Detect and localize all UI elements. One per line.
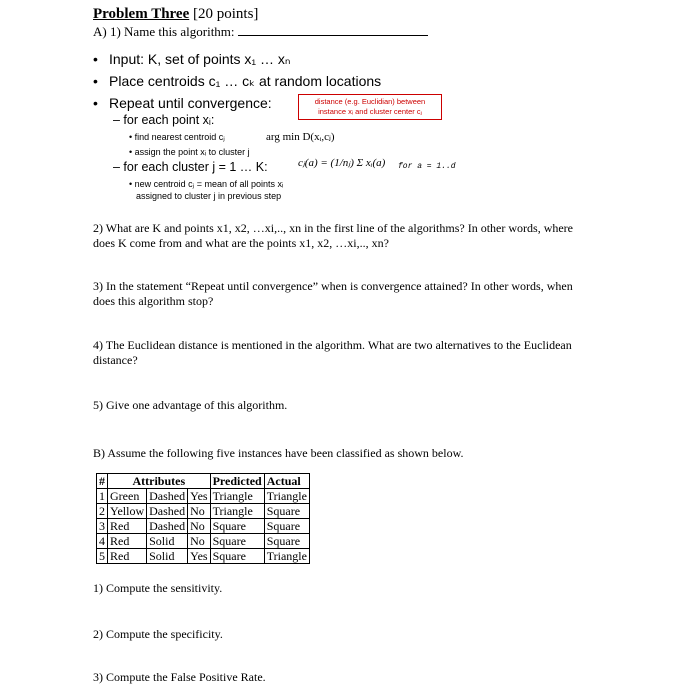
centroid-formula: cⱼ(a) = (1/nⱼ) Σ xᵢ(a) [298, 157, 386, 169]
distance-callout: distance (e.g. Euclidian) between instance xᵢ and cluster center cⱼ [298, 94, 442, 120]
assign-point: • assign the point xᵢ to cluster j [129, 147, 250, 157]
bullet-input-text: Input: K, set of points x₁ … xₙ [109, 51, 291, 67]
question-3: 3) In the statement “Repeat until convergence” when is convergence attained? In other words, when does this algorithm stop? [93, 279, 573, 308]
cell: 4 [97, 534, 108, 549]
bullet-place-text: Place centroids c₁ … cₖ at random locations [109, 73, 382, 89]
cell: Square [210, 534, 264, 549]
cell: No [188, 519, 210, 534]
header-actual: Actual [264, 474, 309, 489]
table-row [97, 489, 310, 504]
compute-specificity: 2) Compute the specificity. [93, 627, 223, 641]
cell: Triangle [264, 549, 309, 564]
argmin-formula: arg min D(xᵢ,cⱼ) [266, 131, 335, 143]
question-5: 5) Give one advantage of this algorithm. [93, 398, 288, 412]
new-centroid: • new centroid cⱼ = mean of all points xᵢ [129, 179, 284, 189]
cell: 1 [97, 489, 108, 504]
bullet-place: • Place centroids c₁ … cₖ at random locations [93, 73, 382, 89]
question-1-text: A) 1) Name this algorithm: [93, 24, 235, 39]
cell: Yes [188, 549, 210, 564]
cell: Dashed [147, 504, 188, 519]
cell: Red [108, 519, 147, 534]
assigned-cluster: assigned to cluster j in previous step [136, 191, 282, 201]
problem-heading: Problem Three [93, 6, 190, 22]
cell: Triangle [210, 504, 264, 519]
question-4: 4) The Euclidean distance is mentioned in the algorithm. What are two alternatives to the Euclidean distance? [93, 338, 572, 367]
bullet-repeat-text: Repeat until convergence: [109, 95, 272, 111]
table-row [97, 534, 310, 549]
cell: Square [210, 549, 264, 564]
compute-sensitivity: 1) Compute the sensitivity. [93, 581, 223, 595]
cell: 2 [97, 504, 108, 519]
cell: No [188, 534, 210, 549]
find-nearest: • find nearest centroid cⱼ [129, 132, 225, 142]
cell: Square [264, 519, 309, 534]
header-attributes: Attributes [108, 474, 211, 489]
cell: Solid [147, 549, 188, 564]
classification-table [96, 473, 310, 564]
cell: Yellow [108, 504, 147, 519]
cell: Solid [147, 534, 188, 549]
problem-title [93, 6, 258, 23]
cell: Yes [188, 489, 210, 504]
answer-line [238, 24, 428, 36]
cell: No [188, 504, 210, 519]
cell: Red [108, 534, 147, 549]
compute-fpr: 3) Compute the False Positive Rate. [93, 670, 266, 684]
cell: 3 [97, 519, 108, 534]
cell: Dashed [147, 519, 188, 534]
for-each-cluster: – for each cluster j = 1 … K: [113, 160, 268, 174]
cell: Square [264, 534, 309, 549]
bullet-input: • Input: K, set of points x₁ … xₙ [93, 51, 291, 67]
header-number: # [97, 474, 108, 489]
bullet-repeat: • Repeat until convergence: [93, 95, 272, 111]
cell: 5 [97, 549, 108, 564]
table-row [97, 519, 310, 534]
cell: Red [108, 549, 147, 564]
cell: Triangle [210, 489, 264, 504]
for-each-point: – for each point xᵢ: [113, 113, 215, 127]
table-row [97, 549, 310, 564]
for-range: for a = 1..d [398, 162, 456, 171]
question-2: 2) What are K and points x1, x2, …xi,.., xn in the first line of the algorithms? In other words, where does K come from and what are the points x1, x2, …xi,.., xn? [93, 221, 574, 250]
cell: Triangle [264, 489, 309, 504]
cell: Dashed [147, 489, 188, 504]
cell: Square [264, 504, 309, 519]
question-1 [93, 24, 428, 40]
cell: Green [108, 489, 147, 504]
question-b: B) Assume the following five instances have been classified as shown below. [93, 446, 464, 460]
problem-points: [20 points] [193, 6, 259, 22]
cell: Square [210, 519, 264, 534]
table-header-row [97, 474, 310, 489]
header-predicted: Predicted [210, 474, 264, 489]
table-row [97, 504, 310, 519]
